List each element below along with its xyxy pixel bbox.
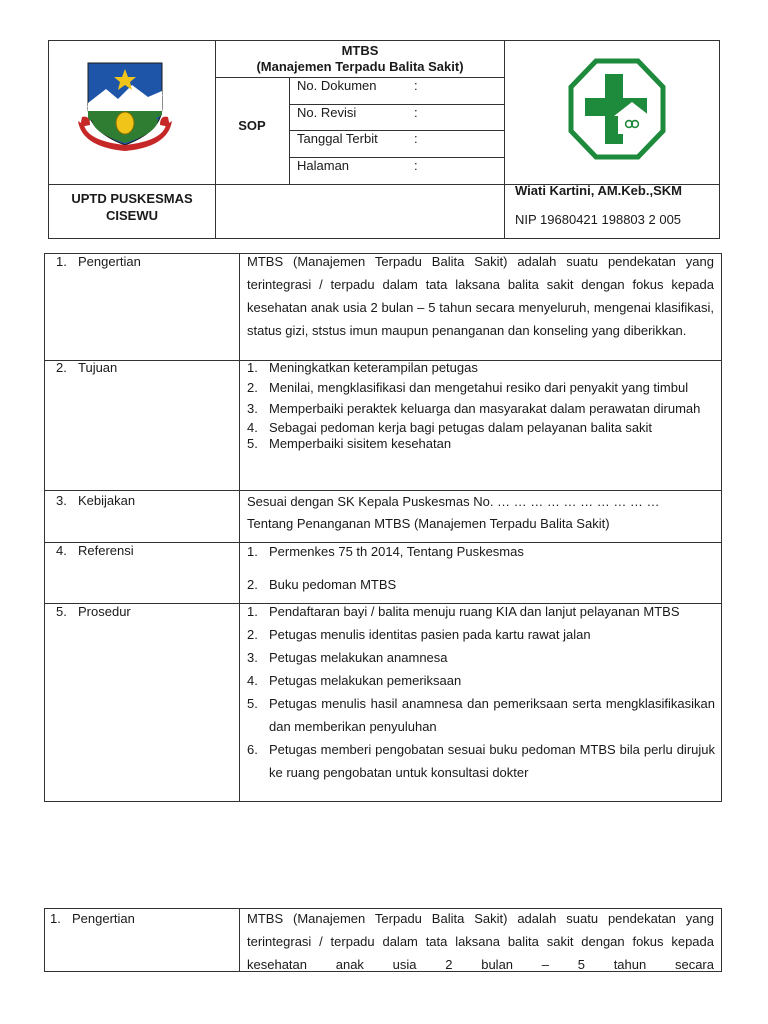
signer-nip: NIP 19680421 198803 2 005 [515, 212, 682, 227]
list-num: 5. [247, 436, 258, 451]
field-halaman [297, 158, 497, 174]
field-no-revisi [297, 105, 497, 121]
section-num: 1. [50, 911, 61, 926]
list-text: Memperbaiki peraktek keluarga dan masyarakat dalam perawatan dirumah [269, 401, 701, 416]
document-subtitle: (Manajemen Terpadu Balita Sakit) [256, 59, 464, 74]
section-label-referensi [56, 542, 236, 560]
list-num: 3. [247, 650, 258, 665]
kebijakan-line2: Tentang Penanganan MTBS (Manajemen Terpadu Balita Sakit) [247, 516, 610, 531]
list-item [247, 376, 717, 399]
section-num: 1. [56, 254, 67, 269]
field-sep: : [414, 158, 418, 173]
list-text: Meningkatkan keterampilan petugas [269, 360, 478, 375]
referensi-list [247, 540, 717, 596]
list-text: Petugas menulis hasil anamnesa dan pemeriksaan serta mengklasifikasikan dan memberikan penyuluhan [269, 696, 715, 734]
section-label: Kebijakan [78, 493, 136, 508]
list-text: Menilai, mengklasifikasi dan mengetahui resiko dari penyakit yang timbul [269, 380, 689, 395]
section-label-prosedur [56, 603, 236, 621]
section-num: 5. [56, 604, 67, 619]
section-label-kebijakan [56, 492, 236, 510]
list-text: Memperbaiki sisitem kesehatan [269, 436, 452, 451]
list-item [247, 669, 715, 692]
section-label: Pengertian [78, 254, 141, 269]
list-num: 1. [247, 604, 258, 619]
repeat-text-pengertian: MTBS (Manajemen Terpadu Balita Sakit) adalah suatu pendekatan yang terintegrasi / terpadu dalam tata laksana balita sakit dengan fokus kepada kesehatan anak usia 2 bulan – 5 tahun secara [247, 911, 714, 971]
field-no-dokumen [297, 78, 497, 94]
list-num: 2. [247, 577, 258, 592]
list-num: 2. [247, 380, 258, 395]
field-sep: : [414, 105, 418, 120]
list-num: 1. [247, 360, 258, 375]
section-label: Pengertian [72, 911, 135, 926]
list-item [247, 573, 717, 596]
kebijakan-line1: Sesuai dengan SK Kepala Puskesmas No. … … … … … … … … … … [247, 494, 660, 509]
list-text: Petugas menulis identitas pasien pada kartu rawat jalan [269, 627, 591, 642]
list-text: Petugas memberi pengobatan sesuai buku pedoman MTBS bila perlu dirujuk ke ruang pengobatan untuk konsultasi dokter [269, 742, 715, 780]
section-label: Prosedur [78, 604, 131, 619]
org-name-line2: CISEWU [106, 208, 158, 223]
list-text: Petugas melakukan pemeriksaan [269, 673, 462, 688]
list-num: 5. [247, 696, 258, 711]
list-item [247, 436, 717, 452]
section-num: 2. [56, 360, 67, 375]
field-label: Tanggal Terbit [297, 131, 378, 146]
list-item [247, 646, 715, 669]
list-text: Pendaftaran bayi / balita menuju ruang KIA dan lanjut pelayanan MTBS [269, 604, 680, 619]
list-text: Petugas melakukan anamnesa [269, 650, 448, 665]
section-text-pengertian: MTBS (Manajemen Terpadu Balita Sakit) adalah suatu pendekatan yang terintegrasi / terpadu dalam tata laksana balita sakit dengan fokus kepada kesehatan anak usia 2 bulan – 5 tahun secara menyeluruh, mengenai klasifikasi, status gizi, ststus imun maupun penanganan dan konseling yang diberikkan. [247, 254, 714, 338]
sop-label: SOP [238, 118, 266, 133]
list-item [247, 692, 715, 738]
list-num: 6. [247, 742, 258, 757]
section-label: Tujuan [78, 360, 118, 375]
prosedur-list [247, 600, 715, 784]
list-item [247, 360, 717, 375]
section-num: 4. [56, 543, 67, 558]
garut-emblem-logo [76, 55, 174, 155]
list-item [247, 738, 715, 784]
list-item [247, 600, 715, 623]
repeat-label-pengertian [50, 910, 230, 928]
field-label: No. Dokumen [297, 78, 377, 93]
field-label: Halaman [297, 158, 350, 173]
list-item [247, 540, 717, 563]
list-num: 3. [247, 401, 258, 416]
tujuan-list [247, 360, 717, 452]
puskesmas-logo [568, 58, 666, 160]
org-name-line1: UPTD PUSKESMAS [71, 191, 193, 206]
section-label-tujuan [56, 360, 236, 376]
section-num: 3. [56, 493, 67, 508]
list-num: 4. [247, 420, 258, 435]
field-tanggal-terbit [297, 131, 497, 147]
list-item [247, 623, 715, 646]
list-num: 2. [247, 627, 258, 642]
document-title: MTBS [341, 43, 379, 58]
list-text: Buku pedoman MTBS [269, 577, 397, 592]
list-item [247, 420, 717, 436]
field-sep: : [414, 131, 418, 146]
field-label: No. Revisi [297, 105, 357, 120]
list-text: Permenkes 75 th 2014, Tentang Puskesmas [269, 544, 524, 559]
signer-name: Wiati Kartini, AM.Keb.,SKM [515, 183, 682, 198]
list-text: Sebagai pedoman kerja bagi petugas dalam pelayanan balita sakit [269, 420, 653, 435]
list-item [247, 397, 717, 420]
section-label: Referensi [78, 543, 134, 558]
list-num: 1. [247, 544, 258, 559]
field-sep: : [414, 78, 418, 93]
list-num: 4. [247, 673, 258, 688]
section-label-pengertian [56, 253, 236, 271]
